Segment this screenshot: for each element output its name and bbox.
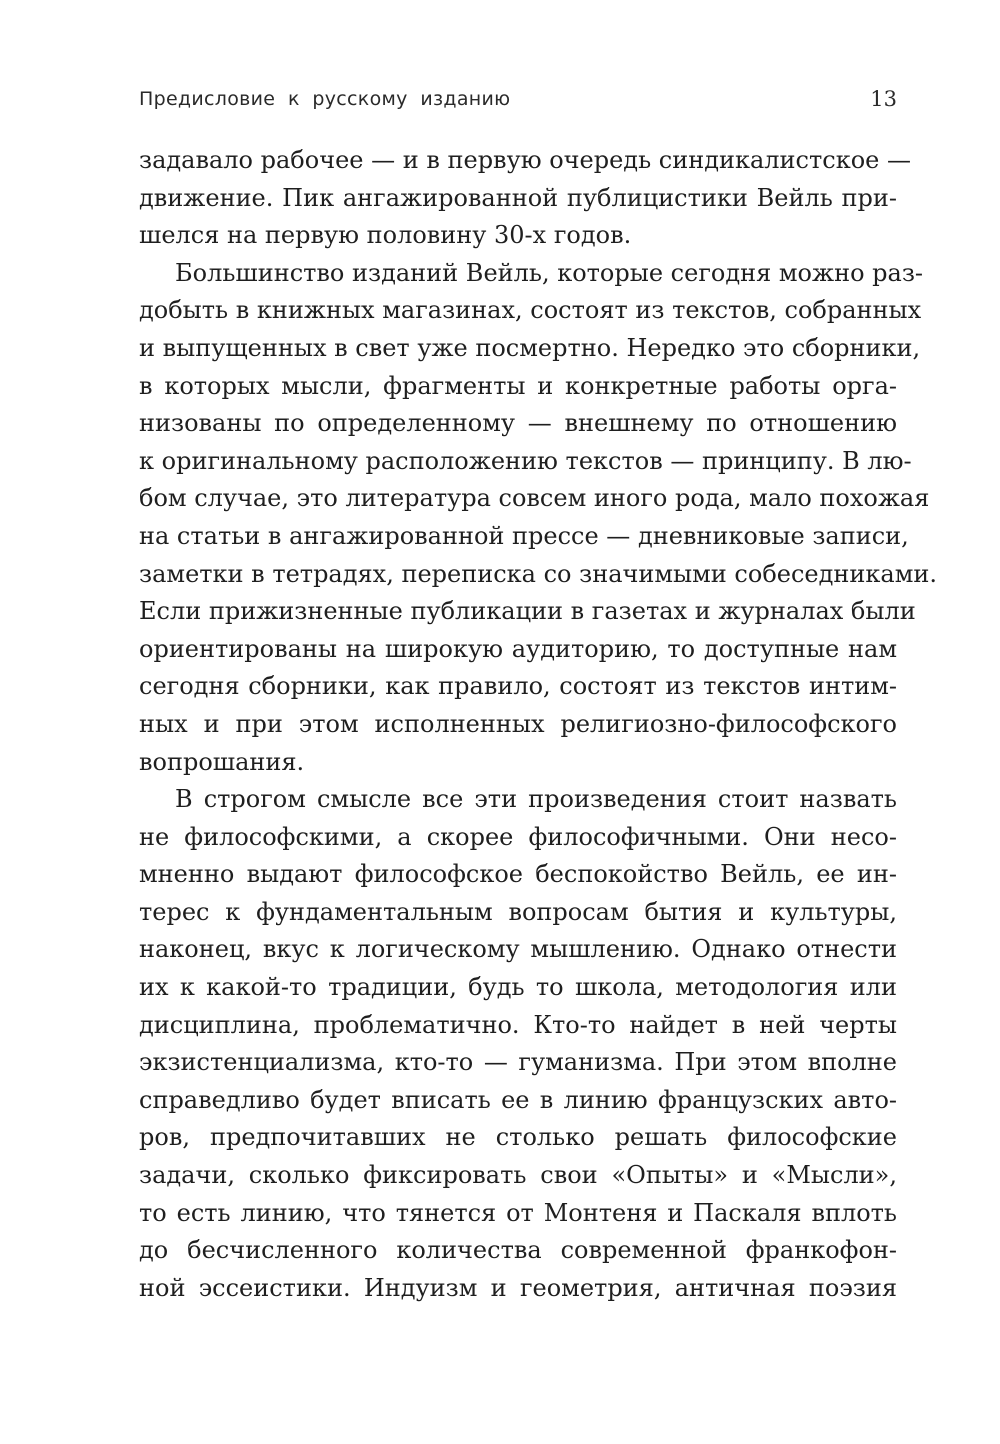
text-line: до бесчисленного количества современной франкофон-	[139, 1236, 897, 1265]
text-line: вопрошания.	[139, 747, 305, 776]
text-line: движение. Пик ангажированной публицистики Вейль при-	[139, 183, 897, 212]
text-line: ной эссеистики. Индуизм и геометрия, античная поэзия	[139, 1273, 897, 1302]
text-line: задавало рабочее — и в первую очередь синдикалистское —	[139, 146, 911, 174]
text-line: бом случае, это литература совсем иного рода, мало похожая	[139, 484, 930, 513]
text-line: Если прижизненные публикации в газетах и журналах были	[139, 597, 916, 626]
text-line: на статьи в ангажированной прессе — дневниковые записи,	[139, 521, 909, 550]
text-line: ориентированы на широкую аудиторию, то доступные нам	[139, 634, 897, 663]
text-line: шелся на первую половину 30-х годов.	[139, 221, 632, 250]
text-line: Большинство изданий Вейль, которые сегодня можно раз-	[175, 258, 924, 287]
text-line: дисциплина, проблематично. Кто-то найдет в ней черты	[139, 1010, 897, 1039]
text-line: то есть линию, что тянется от Монтеня и Паскаля вплоть	[139, 1198, 897, 1227]
text-line: низованы по определенному — внешнему по отношению	[139, 409, 897, 438]
text-line: их к какой-то традиции, будь то школа, методология или	[139, 973, 897, 1002]
text-line: задачи, сколько фиксировать свои «Опыты» и «Мысли»,	[139, 1161, 897, 1190]
page-number: 13	[870, 87, 897, 111]
text-line: к оригинальному расположению текстов — принципу. В лю-	[139, 446, 912, 475]
text-line: справедливо будет вписать ее в линию французских авто-	[139, 1085, 897, 1114]
running-header	[139, 84, 897, 114]
text-line: терес к фундаментальным вопросам бытия и культуры,	[139, 897, 897, 926]
paragraph-3	[139, 781, 897, 1307]
text-line: сегодня сборники, как правило, состоят из текстов интим-	[139, 672, 897, 701]
text-line: не философскими, а скорее философичными. Они несо-	[139, 822, 897, 851]
text-line: мненно выдают философское беспокойство Вейль, ее ин-	[139, 860, 897, 889]
text-line: заметки в тетрадях, переписка со значимыми собеседниками.	[139, 559, 937, 588]
text-line: ров, предпочитавших не столько решать философские	[139, 1123, 897, 1152]
text-line: наконец, вкус к логическому мышлению. Однако отнести	[139, 935, 897, 964]
paragraph-2	[139, 255, 937, 781]
text-line: и выпущенных в свет уже посмертно. Нередко это сборники,	[139, 333, 921, 362]
text-line: ных и при этом исполненных религиозно-философского	[139, 709, 897, 738]
body-text	[139, 142, 937, 1307]
text-line: экзистенциализма, кто-то — гуманизма. При этом вполне	[139, 1048, 897, 1077]
text-line: в которых мысли, фрагменты и конкретные работы орга-	[139, 371, 897, 400]
text-line: добыть в книжных магазинах, состоят из текстов, собранных	[139, 296, 922, 325]
running-header-title: Предисловие к русскому изданию	[139, 88, 511, 110]
paragraph-1	[139, 142, 911, 255]
text-line: В строгом смысле все эти произведения стоит назвать	[175, 785, 897, 814]
